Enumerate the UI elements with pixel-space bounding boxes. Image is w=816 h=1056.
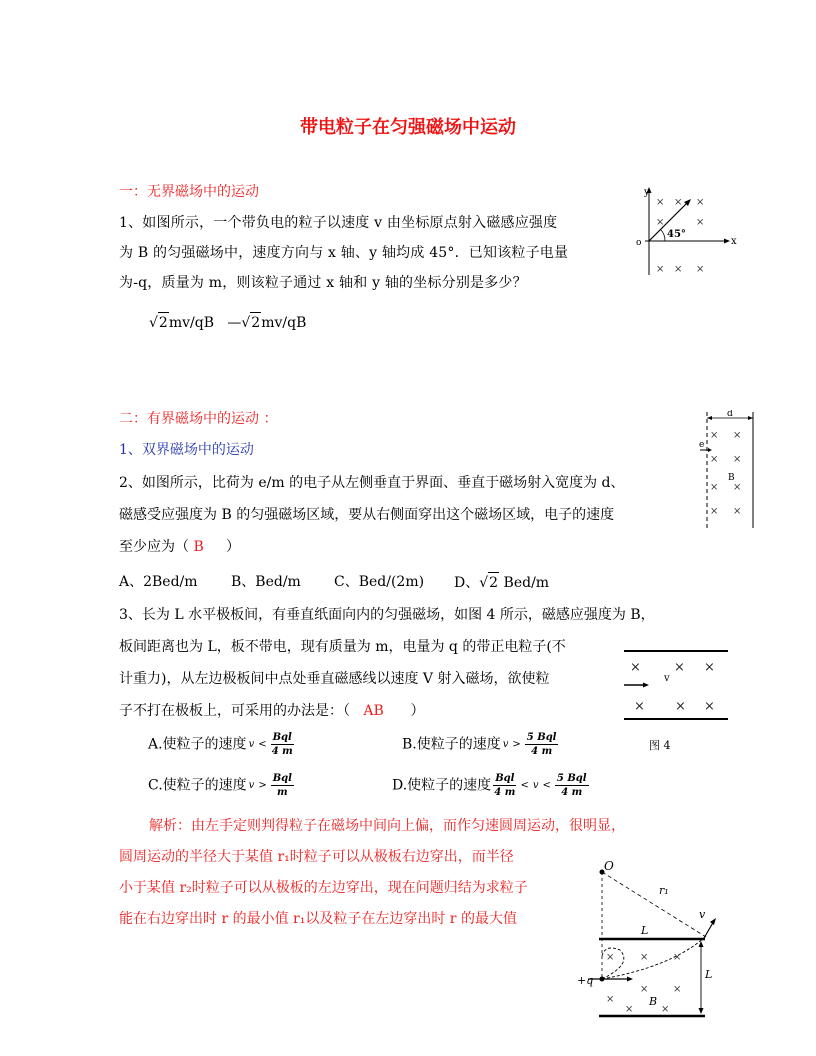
question-2-option-d: D、√2 Bed/m bbox=[454, 572, 549, 593]
page-title: 带电粒子在匀强磁场中运动 bbox=[300, 117, 516, 138]
question-3-line-1: 3、长为 L 水平极板间，有垂直纸面向内的匀强磁场，如图 4 所示，磁感应强度为 B， bbox=[119, 607, 655, 623]
velocity-label: v bbox=[664, 673, 670, 684]
svg-text:×: × bbox=[656, 264, 665, 275]
question-3-option-b: B.使粒子的速度 v > $\frac{\text{5 Bql}}{4 m}$ bbox=[402, 732, 557, 757]
svg-text:×: × bbox=[674, 264, 683, 275]
radius-label: r₁ bbox=[659, 884, 669, 897]
sqrt-symbol: √2 bbox=[149, 312, 169, 333]
answer-y-coordinate: mv/qB bbox=[261, 315, 307, 331]
question-3-answer: AB bbox=[363, 703, 384, 719]
field-label: B bbox=[649, 995, 658, 1008]
svg-text:×: × bbox=[640, 984, 649, 995]
plate-gap-label: L bbox=[705, 968, 713, 981]
section-heading-unbounded: 一：无界磁场中的运动 bbox=[119, 184, 259, 200]
question-2-answer: B bbox=[193, 539, 204, 555]
svg-text:×: × bbox=[733, 454, 742, 465]
question-1-line-3: 为-q，质量为 m，则该粒子通过 x 轴和 y 轴的坐标分别是多少？ bbox=[119, 275, 527, 291]
svg-text:×: × bbox=[673, 984, 682, 995]
svg-text:×: × bbox=[674, 197, 683, 208]
question-2-line-2: 磁感受应强度为 B 的匀强磁场区域，要从右侧面穿出这个磁场区域，电子的速度 bbox=[119, 507, 615, 523]
width-label: d bbox=[727, 410, 733, 419]
question-3-option-a: A.使粒子的速度 v < $\frac{\text{Bql}}{4 m}$ bbox=[148, 732, 293, 757]
answer-x-coordinate: mv/qB bbox=[168, 315, 214, 331]
svg-text:×: × bbox=[710, 454, 719, 465]
svg-text:×: × bbox=[606, 994, 615, 1005]
svg-text:×: × bbox=[710, 430, 719, 441]
svg-text:×: × bbox=[674, 660, 685, 675]
svg-text:×: × bbox=[710, 506, 719, 517]
minus-sign: — bbox=[227, 315, 242, 331]
svg-text:×: × bbox=[696, 217, 705, 228]
field-label: B bbox=[728, 473, 735, 483]
figure-double-boundary bbox=[697, 410, 759, 530]
section-heading-bounded: 二：有界磁场中的运动 ： bbox=[119, 411, 278, 427]
question-2-option-a: A、2Bed/m bbox=[119, 574, 198, 590]
svg-text:×: × bbox=[733, 482, 742, 493]
plate-length-label: L bbox=[641, 924, 649, 937]
svg-text:×: × bbox=[656, 217, 665, 228]
center-label: O bbox=[604, 859, 614, 873]
svg-text:×: × bbox=[661, 1004, 670, 1015]
question-2-line-3: 至少应为（ B ） bbox=[119, 539, 241, 555]
question-1-line-1: 1、如图所示，一个带负电的粒子以速度 v 由坐标原点射入磁感应强度 bbox=[119, 215, 558, 231]
figure-parallel-plates bbox=[620, 647, 732, 725]
sqrt-symbol: √2 bbox=[241, 312, 261, 333]
svg-text:×: × bbox=[656, 197, 665, 208]
svg-text:×: × bbox=[606, 952, 615, 963]
question-3-line-4: 子不打在极板上，可采用的办法是：（ AB ） bbox=[119, 703, 425, 719]
figure-unbounded-field bbox=[633, 185, 741, 277]
question-3-option-c: C.使粒子的速度 v > $\frac{\text{Bql}}{m}$ bbox=[148, 773, 292, 798]
charge-label: +q bbox=[577, 974, 594, 987]
svg-text:×: × bbox=[696, 197, 705, 208]
question-1-line-2: 为 B 的匀强磁场中，速度方向与 x 轴、y 轴均成 45°．已知该粒子电量 bbox=[119, 245, 569, 261]
electron-label: e bbox=[699, 440, 705, 450]
svg-text:×: × bbox=[675, 699, 686, 714]
svg-text:×: × bbox=[704, 699, 715, 714]
velocity-label: v bbox=[699, 908, 706, 921]
analysis-line-4: 能在右边穿出时 r 的最小值 r₁以及粒子在左边穿出时 r 的最大值 bbox=[119, 911, 517, 927]
svg-text:×: × bbox=[696, 264, 705, 275]
question-2-option-c: C、Bed/(2m) bbox=[334, 574, 425, 590]
svg-text:×: × bbox=[673, 952, 682, 963]
svg-text:×: × bbox=[634, 699, 645, 714]
figure-trajectory-analysis bbox=[575, 852, 735, 1024]
analysis-line-1: 解析：由左手定则判得粒子在磁场中间向上偏，而作匀速圆周运动，很明显， bbox=[149, 818, 625, 834]
question-3-line-3: 计重力)，从左边极板间中点处垂直磁感线以速度 V 射入磁场，欲使粒 bbox=[119, 671, 550, 687]
y-axis-label: y bbox=[644, 187, 650, 198]
figure-4-caption: 图 4 bbox=[649, 739, 671, 752]
question-3-line-2: 板间距离也为 L，板不带电，现有质量为 m，电量为 q 的带正电粒子(不 bbox=[119, 639, 566, 655]
analysis-line-2: 圆周运动的半径大于某值 r₁时粒子可以从极板右边穿出，而半径 bbox=[119, 849, 514, 865]
svg-text:×: × bbox=[710, 482, 719, 493]
question-2-line-1: 2、如图所示，比荷为 e/m 的电子从左侧垂直于界面、垂直于磁场射入宽度为 d、 bbox=[119, 475, 625, 491]
svg-text:×: × bbox=[625, 1004, 634, 1015]
origin-label: o bbox=[636, 238, 642, 248]
question-3-option-d: D.使粒子的速度 $\frac{\text{Bql}}{4 m}$ < v < $\frac{\text{5 Bql}}{4 m}$ bbox=[392, 773, 587, 798]
question-1-answer bbox=[149, 312, 306, 333]
sqrt-symbol: √2 bbox=[479, 572, 499, 593]
question-2-option-b: B、Bed/m bbox=[231, 574, 301, 590]
svg-text:×: × bbox=[733, 430, 742, 441]
x-axis-label: x bbox=[731, 236, 737, 247]
angle-label: 45° bbox=[667, 229, 686, 240]
svg-text:×: × bbox=[733, 506, 742, 517]
svg-text:×: × bbox=[630, 660, 641, 675]
subsection-double-boundary: 1、双界磁场中的运动 bbox=[119, 442, 254, 458]
svg-text:×: × bbox=[640, 952, 649, 963]
analysis-line-3: 小于某值 r₂时粒子可以从极板的左边穿出，现在问题归结为求粒子 bbox=[119, 880, 528, 896]
svg-text:×: × bbox=[704, 660, 715, 675]
